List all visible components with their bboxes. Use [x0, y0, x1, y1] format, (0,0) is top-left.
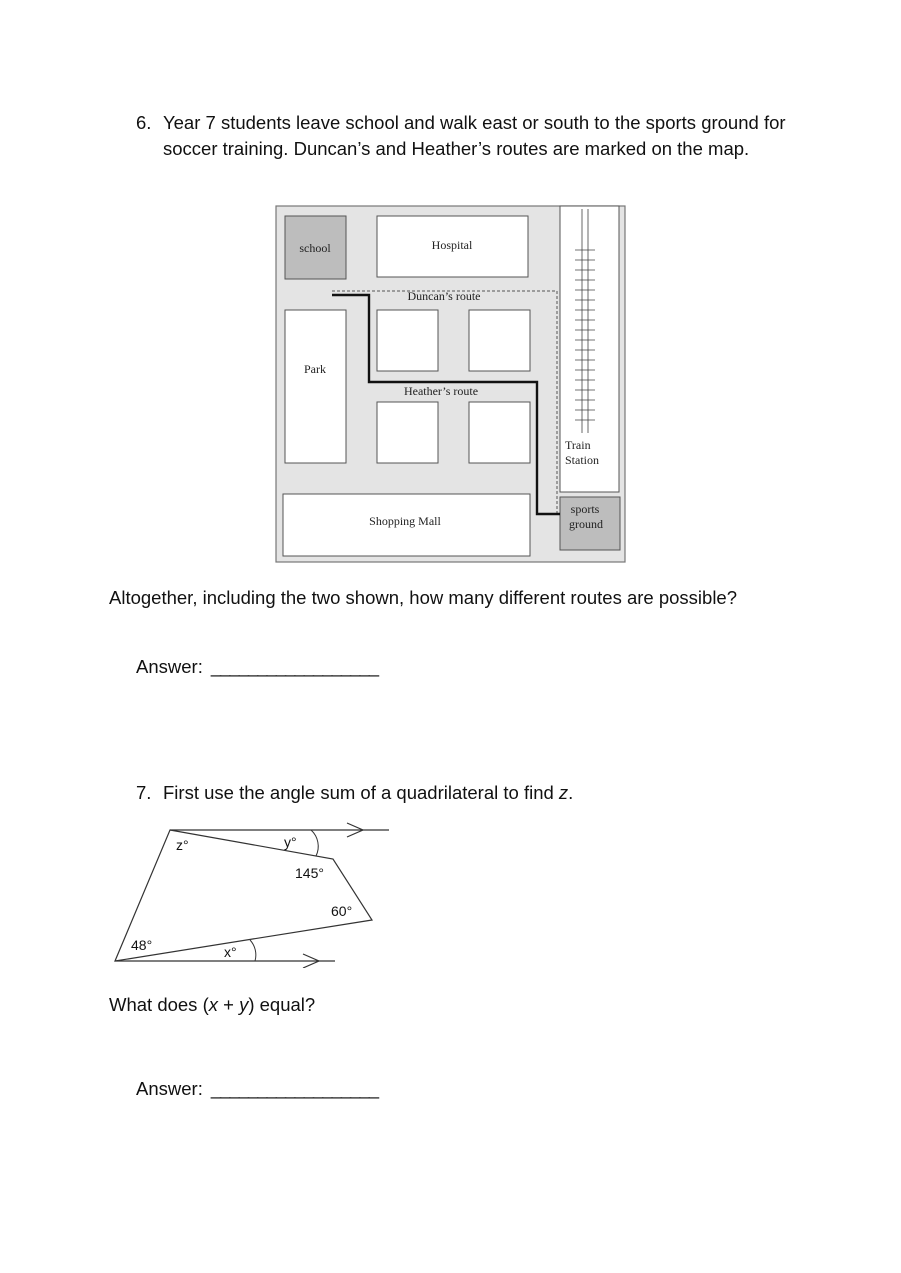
angle-x-arc: [250, 940, 256, 961]
question-6-text: Year 7 students leave school and walk east or south to the sports ground for soccer training. Duncan’s and Heather’s routes are marked on the map.: [163, 112, 786, 159]
question-6: [0, 110, 901, 190]
question-7-prompt: [109, 992, 315, 1018]
question-6-prompt: Altogether, including the two shown, how many different routes are possible?: [109, 587, 738, 608]
prompt-x: x: [208, 994, 218, 1015]
answer-blank[interactable]: __________________: [210, 656, 379, 677]
parallel-line-top: [170, 823, 389, 837]
prompt-y: y: [239, 994, 249, 1015]
angle-48-label: 48°: [131, 937, 153, 953]
answer-label: Answer:: [136, 656, 203, 677]
block-1: [377, 310, 438, 371]
angle-60-label: 60°: [331, 903, 353, 919]
question-7: [0, 780, 901, 808]
quadrilateral: [115, 830, 372, 961]
answer-label: Answer:: [136, 1078, 203, 1099]
prompt-prefix: What does (: [109, 994, 209, 1015]
angle-z-label: z°: [176, 837, 189, 853]
block-3: [377, 402, 438, 463]
hospital-label: Hospital: [431, 238, 473, 252]
question-7-text-prefix: First use the angle sum of a quadrilateral to find: [163, 782, 559, 803]
sports-label-1: sports: [570, 502, 600, 516]
route-map: [275, 205, 627, 565]
question-7-text: [163, 780, 803, 806]
angle-y-arc: [311, 830, 318, 856]
question-7-text-suffix: .: [568, 782, 574, 803]
quadrilateral-diagram: [105, 818, 405, 968]
answer-blank[interactable]: __________________: [210, 1078, 379, 1099]
block-2: [469, 310, 530, 371]
park-label: Park: [304, 362, 326, 376]
sports-label-2: ground: [569, 517, 603, 531]
duncan-route-label: Duncan’s route: [407, 289, 481, 303]
train-label-2: Station: [565, 453, 600, 467]
park-block: [285, 310, 346, 463]
school-label: school: [299, 241, 331, 255]
angle-145-label: 145°: [295, 865, 324, 881]
question-7-answer: [136, 1076, 378, 1102]
question-6-answer: [136, 654, 378, 680]
question-6-number: 6.: [136, 112, 152, 133]
block-4: [469, 402, 530, 463]
question-7-variable: z: [558, 782, 569, 803]
train-label-1: Train: [565, 438, 591, 452]
angle-x-label: x°: [224, 944, 237, 960]
question-7-number: 7.: [136, 782, 152, 803]
heather-route-label: Heather’s route: [403, 384, 479, 398]
prompt-suffix: ) equal?: [248, 994, 316, 1015]
mall-label: Shopping Mall: [369, 514, 441, 528]
prompt-plus: +: [218, 994, 240, 1015]
angle-y-label: y°: [284, 834, 297, 850]
